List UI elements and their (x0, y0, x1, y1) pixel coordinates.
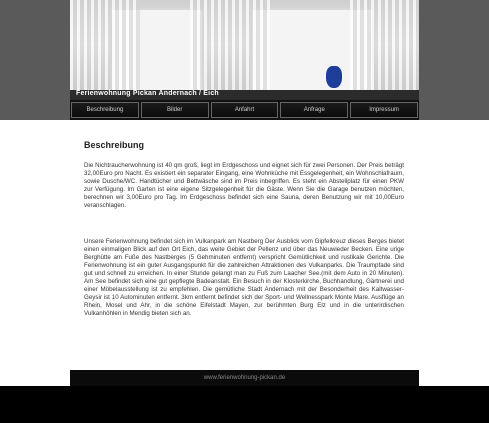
vase-icon (326, 66, 342, 88)
footer (70, 370, 419, 386)
curtain-right (350, 0, 419, 100)
nav-item-impressum[interactable]: Impressum (350, 102, 418, 118)
nav-item-bilder[interactable]: Bilder (141, 102, 209, 118)
header-photo (70, 0, 419, 100)
content-area (70, 120, 419, 370)
curtain-left (70, 0, 140, 100)
footer-url[interactable]: www.ferienwohnung-pickan.de (203, 375, 286, 381)
nav-item-anfrage[interactable]: Anfrage (280, 102, 348, 118)
curtain-middle (190, 0, 270, 100)
bottom-band (0, 386, 489, 423)
site-title: Ferienwohnung Pickan Andernach / Eich (76, 90, 219, 97)
description-paragraph-1: Die Nichtraucherwohnung ist 40 qm groß, liegt im Erdgeschoss und eignet sich für zwei Personen. Der Preis beträgt 32,00Euro pro Nacht. Es existiert ein separater Eingang, eine Wohnküche mit Essgelegenheit, ein Wohnschlafraum, sowie Dusche/WC. Handtücher und Bettwäsche sind im Preis inbegriffen. Es steht ein Abstellplatz für einen PKW zur Verfügung. Im Garten ist eine eigene Sitzgelegenheit für die Gäste. Wenn Sie die Garage benutzen möchten, berechnen wir 3,00Euro pro Tag. Im Erdgeschoss befindet sich eine Sauna, deren Benutzung wir mit 10,00Euro veranschlagen. (84, 162, 404, 209)
nav-item-anfahrt[interactable]: Anfahrt (211, 102, 279, 118)
description-paragraph-2: Unsere Ferienwohnung befindet sich im Vulkanpark am Nastberg Der Ausblick vom Gipfelkreuz dieses Berges bietet einen einmaligen Blick auf den Ort Eich, das weite Gebiet der Pellenz und über das Neuwieder Becken. Eine urige Berghütte am Fuße des Nastberges (5 Gehminuten entfernt) verspricht Gemütlichkeit und rustikale Gerichte. Die Ferienwohnung ist ein guter Ausgangspunkt für die zahlreichen Attraktionen des Vulkanparks. Die Traumpfade sind gut und schnell zu erreichen. In einer Stunde gelangt man zu Fuß zum Laacher See.(mit dem Auto in 20 Minuten). Am See befindet sich eine gut gepflegte Badeanstalt. Ein Besuch in der Klosterkirche, Buchhandlung, Gärtnerei und einer Möbelausstellung ist zu empfehlen. Die gemütliche Stadt Andernach mit der Besonderheit des Kaltwasser-Geysir ist 10 Autominuten entfernt. 3km entfernt befindet sich der Sport- und Wellnesspark Monte Mare. Ausflüge an Rhein, Mosel und Ahr, in die schöne Eifelstadt Mayen, zur berühmten Burg Elz und in die unterirdischen Vulkanhöhlen in Mendig bieten sich an. (84, 238, 404, 317)
page-title: Beschreibung (84, 140, 145, 150)
nav-item-beschreibung[interactable]: Beschreibung (71, 102, 139, 118)
main-navigation (70, 100, 419, 120)
